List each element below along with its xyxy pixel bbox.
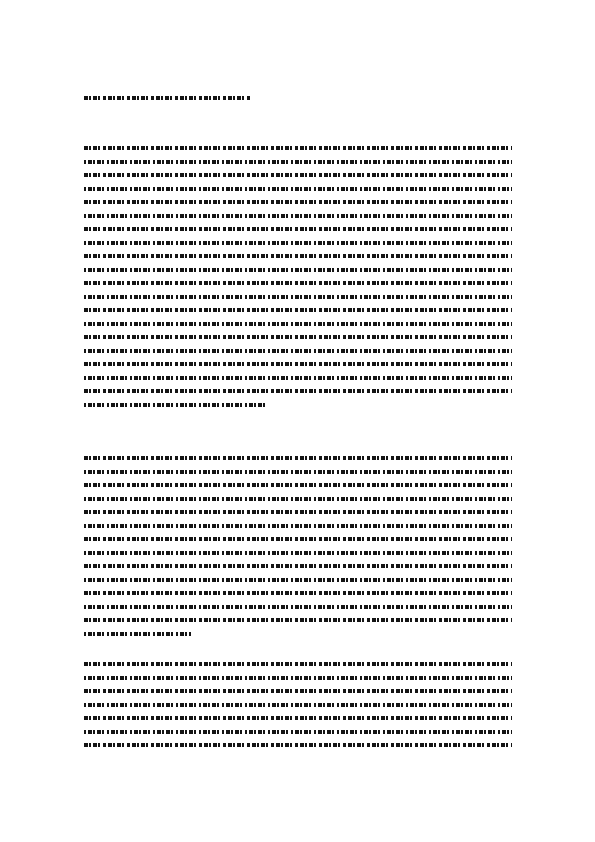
page-heading (84, 96, 284, 104)
text-line (84, 591, 512, 595)
paragraph-2 (84, 456, 512, 645)
text-line (84, 524, 512, 528)
text-line (84, 200, 512, 204)
text-line (84, 173, 512, 177)
text-line (84, 564, 512, 568)
text-line (84, 322, 512, 326)
text-line (84, 376, 512, 380)
text-line (84, 362, 512, 366)
text-line (84, 689, 512, 693)
paragraph-3 (84, 662, 512, 757)
text-line (84, 187, 512, 191)
text-line (84, 295, 512, 299)
text-line (84, 403, 268, 407)
text-line (84, 578, 512, 582)
text-line (84, 716, 512, 720)
text-line (84, 146, 512, 150)
text-line (84, 281, 512, 285)
text-line (84, 268, 512, 272)
text-line (84, 605, 512, 609)
text-line (84, 308, 512, 312)
text-line (84, 632, 191, 636)
text-line (84, 537, 512, 541)
text-line (84, 335, 512, 339)
text-line (84, 214, 512, 218)
text-line (84, 551, 512, 555)
text-line (84, 730, 512, 734)
text-line (84, 483, 512, 487)
text-line (84, 470, 512, 474)
text-line (84, 510, 512, 514)
text-line (84, 743, 512, 747)
text-line (84, 497, 512, 501)
text-line (84, 703, 512, 707)
text-line (84, 456, 512, 460)
text-line (84, 349, 512, 353)
text-line (84, 160, 512, 164)
paragraph-1 (84, 146, 512, 416)
text-line (84, 618, 512, 622)
text-line (84, 662, 512, 666)
text-line (84, 389, 512, 393)
text-line (84, 254, 512, 258)
text-line (84, 241, 512, 245)
text-line (84, 227, 512, 231)
text-line (84, 676, 512, 680)
